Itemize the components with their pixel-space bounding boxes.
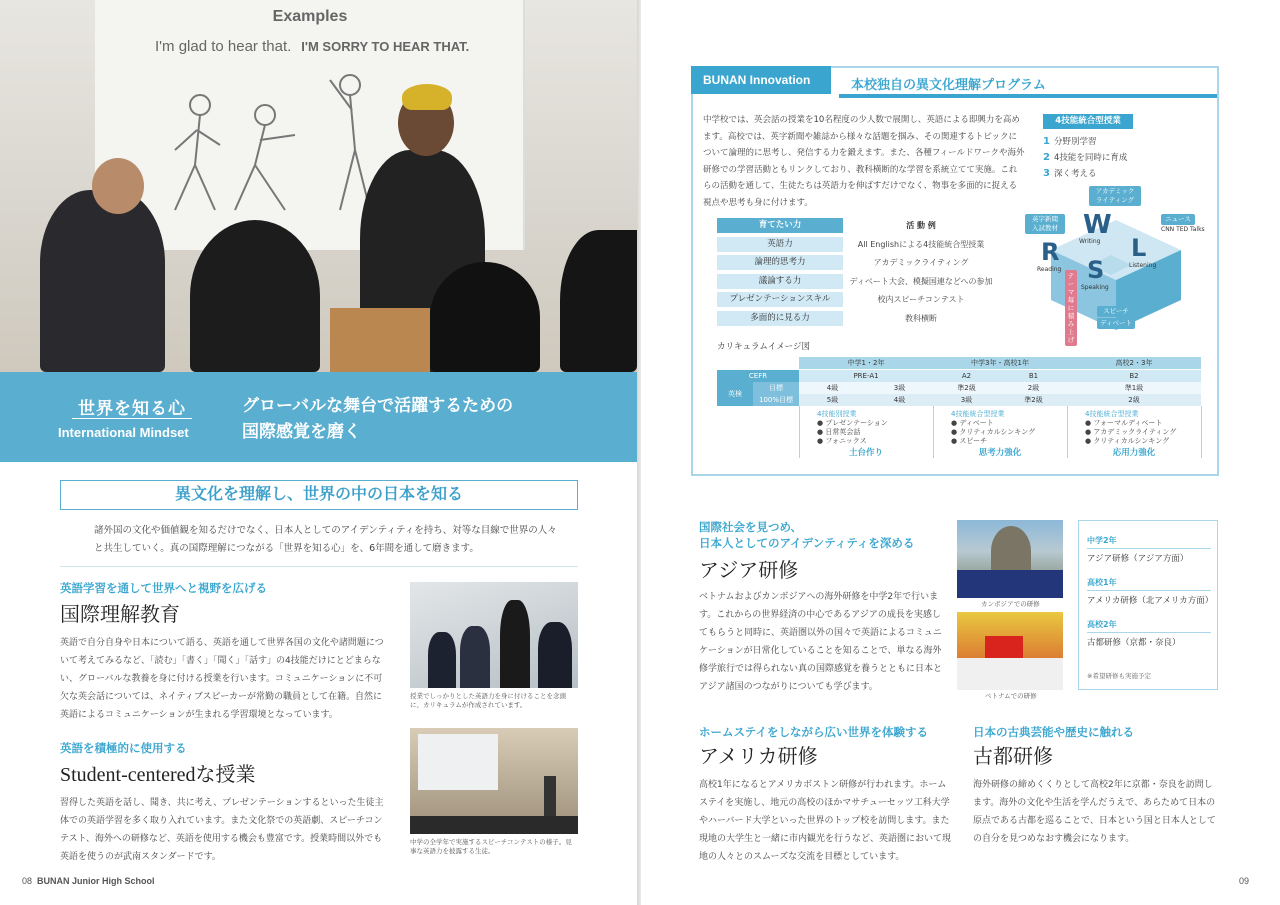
target100-cell: 2級 [1067, 394, 1201, 406]
band-en-title: International Mindset [58, 425, 189, 440]
letter-s: S [1087, 256, 1105, 284]
table-cell: 教科横断 [905, 314, 937, 323]
target-cell: 4級 [799, 382, 866, 394]
cefr-cell: B1 [1000, 370, 1067, 382]
letter-r: R [1041, 238, 1060, 266]
list-item: 3 深く考える [1043, 168, 1097, 179]
student-figure [40, 190, 165, 372]
asia-subhead: 国際社会を見つめ、 日本人としてのアイデンティティを深める [699, 522, 915, 550]
col3-list: 4技能統合型授業 ● フォーマルディベート ● アカデミックライティング ● クリティカルシンキング [1085, 410, 1177, 445]
america-body: 高校1年になるとアメリカボストン研修が行われます。ホームステイを実施し、地元の高校のほかマサチューセッツ工科大学やハーバード大学といった世界のトップ校を訪問します。また現地の大学生と一緒に市内観光を行うなど、英語圏において現地の人々とのスムーズな交流を目標としています。 [699, 780, 952, 862]
block2-heading: Student-centeredな授業 [60, 764, 256, 786]
innovation-title: 本校独自の異文化理解プログラム [851, 77, 1046, 92]
trip-name: アジア研修（アジア方面） [1087, 554, 1189, 564]
right-page [641, 0, 1280, 905]
koto-subhead: 日本の古典芸能や歴史に触れる [973, 727, 1134, 739]
table-row: 英語力 [717, 237, 843, 252]
list-item: 2 4技能を同時に育成 [1043, 152, 1128, 163]
col2-foot: 思考力強化 [978, 448, 1022, 458]
target100-cell: 5級 [799, 394, 866, 406]
target100-cell: 4級 [866, 394, 933, 406]
seated-student [190, 220, 320, 372]
block2-body: 習得した英語を話し、聞き、共に考え、プレゼンテーションするといった生徒主体での英語学習を多く取り入れています。また文化祭での英語劇、スピーチコンテスト、海外への研修など、英語を使用する機会も豊富です。授業時間以外でも英語を使うのが武南スタンダードです。 [60, 798, 384, 862]
class-photo-1 [410, 582, 578, 688]
block1-heading: 国際理解教育 [60, 604, 180, 626]
innovation-text: 中学校では、英会話の授業を10名程度の少人数で展開し、英語による即興力を高めます。高校では、英字新聞や雑誌から様々な話題を掴み、その関連するトピックについて論理的に思考し、発信する力を鍛えます。また、各種フィールドワークや海外研修での学習活動ともリンクしており、教科横断的な学習を系統立てて実施。これらの活動を通して、生徒たちは英語力を伸ばすだけでなく、物事を多面的に捉える視点や思考も身に付けます。 [703, 115, 1025, 208]
target-cell: 準2級 [933, 382, 1000, 394]
head-wrap [402, 84, 452, 110]
classroom-photo [0, 0, 637, 372]
label-speaking: Speaking [1081, 284, 1109, 291]
cefr-label: CEFR [717, 370, 799, 382]
target100-cell: 準2級 [1000, 394, 1067, 406]
asia-body: ベトナムおよびカンボジアへの海外研修を中学2年で行います。これからの世界経済の中心であるアジアの成長を実感してもらうと同時に、英語圏以外の国々で英語によるコミュニケーションが日常化していることを知ることで、単なる海外修学旅行では得られない真の国際感覚を養うとともに日本とアジア諸国のつながりについても学びます。 [699, 592, 943, 692]
koto-heading: 古都研修 [973, 746, 1053, 768]
tag-nyusu: ニュース [1161, 214, 1195, 225]
col2-list: 4技能統合型授業 ● ディベート ● クリティカルシンキング ● スピーチ [951, 410, 1036, 445]
slide-title: Examples [272, 8, 348, 25]
table-row: 多面的に見る力 [717, 311, 843, 326]
label-reading: Reading [1037, 266, 1062, 273]
band-headline: グローバルな舞台で活躍するための 国際感覚を磨く [242, 396, 514, 441]
letter-l: L [1131, 234, 1147, 262]
trip-name: 古都研修（京都・奈良） [1087, 638, 1181, 648]
label-writing: Writing [1079, 238, 1101, 245]
student-head [92, 158, 144, 214]
band-jp-title: 世界を知る心 [78, 399, 186, 418]
vietnam-photo [957, 612, 1063, 690]
class-photo-1-caption: 授業でしっかりとした英語力を身に付けることを念頭に、カリキュラムが作成されています。 [410, 692, 566, 709]
tag-news: 英字新聞 入試教材 [1025, 214, 1065, 234]
block1-body: 英語で自分自身や日本について語る、英語を通して世界各国の文化や諸問題について考えてみるなど、「読む」「書く」「聞く」「話す」の4技能だけにとどまらない、グローバルな教養を身に付ける授業を行います。コミュニケーションに不可欠な英会話については、ネイティブスピーカーが常勤の職員として在籍。自然に英語によるコミュニケーションが生まれる学習環境となっています。 [60, 638, 384, 720]
class-photo-2-caption: 中学の全学年で実施するスピーチコンテストの様子。見事な英語力を披露する生徒。 [410, 838, 572, 855]
asia-heading: アジア研修 [699, 560, 799, 582]
col3-foot: 応用力強化 [1112, 448, 1156, 458]
tag-debate: ディベート [1097, 318, 1135, 329]
innovation-tab: BUNAN Innovation [691, 66, 831, 94]
table-row: 議論する力 [717, 274, 843, 289]
cefr-cell: A2 [933, 370, 1000, 382]
table-head: 育てたい力 [717, 218, 843, 233]
tag-speech: スピーチ [1097, 306, 1135, 317]
left-page [0, 0, 637, 905]
desk [330, 308, 430, 372]
america-heading: アメリカ研修 [699, 746, 818, 768]
col1-list: 4技能別授業 ● プレゼンテーション ● 日常英会話 ● フォニックス [817, 410, 888, 445]
table-row: プレゼンテーションスキル [717, 292, 843, 307]
tag-theme: テーマ毎に積み上げ [1065, 270, 1077, 346]
table-cell: アカデミックライティング [873, 258, 969, 267]
class-photo-2 [410, 728, 578, 834]
slide-text: I'm glad to hear that. I'M SORRY TO HEAR THAT. [155, 38, 470, 55]
eiken-label: 英検 [717, 382, 753, 406]
letter-w: W [1083, 210, 1112, 240]
stage-1: 中学1・2年 [799, 357, 933, 369]
target-cell: 3級 [866, 382, 933, 394]
cambodia-photo [957, 520, 1063, 598]
block2-subhead: 英語を積極的に使用する [60, 743, 187, 755]
list-item: 1 分野別学習 [1043, 136, 1097, 147]
america-subhead: ホームステイをしながら広い世界を体験する [699, 727, 928, 739]
table-cell: All Englishによる4技能統合型授業 [857, 240, 985, 249]
trip-year: 中学2年 [1087, 536, 1117, 545]
vietnam-caption: ベトナムでの研修 [985, 692, 1037, 700]
table-head: 活 動 例 [906, 221, 936, 230]
target100-label: 100%目標 [753, 394, 799, 406]
seated-student [430, 262, 540, 372]
stage-2: 中学3年・高校1年 [933, 357, 1067, 369]
seated-student [560, 230, 637, 372]
table-row: 論理的思考力 [717, 255, 843, 270]
block1-subhead: 英語学習を通して世界へと視野を広げる [60, 583, 267, 595]
page-number: 09 [1239, 876, 1250, 886]
divider [60, 566, 578, 567]
cefr-cell: B2 [1067, 370, 1201, 382]
four-skill-list [1043, 134, 1127, 182]
stage-3: 高校2・3年 [1067, 357, 1201, 369]
trip-note: ※希望研修も実施予定 [1087, 672, 1151, 680]
trip-year: 高校2年 [1087, 620, 1117, 629]
trip-year: 高校1年 [1087, 578, 1117, 587]
school-name: BUNAN Junior High School [37, 876, 155, 886]
table-cell: 校内スピーチコンテスト [877, 295, 965, 304]
cefr-cell: PRE-A1 [799, 370, 933, 382]
col1-foot: 土台作り [848, 448, 883, 458]
section-title: 異文化を理解し、世界の中の日本を知る [60, 480, 578, 510]
innovation-rule [839, 94, 1217, 98]
trip-summary [1078, 520, 1218, 690]
page-number: 08 [22, 876, 33, 886]
target100-cell: 3級 [933, 394, 1000, 406]
table-cell: ディベート大会、模擬国連などへの参加 [849, 277, 993, 286]
page-footer [22, 876, 155, 886]
trip-name: アメリカ研修（北アメリカ方面） [1087, 596, 1214, 606]
target-cell: 2級 [1000, 382, 1067, 394]
koto-body: 海外研修の締めくくりとして高校2年に京都・奈良を訪問します。海外の文化や生活を学んだうえで、あらためて日本の原点である古都を巡ることで、日本という国と日本人としての自分を見つめなおす機会になります。 [973, 780, 1216, 844]
target-label: 目標 [753, 382, 799, 394]
label-listening: Listening [1129, 262, 1157, 269]
target-cell: 準1級 [1067, 382, 1201, 394]
cambodia-caption: カンボジアでの研修 [981, 600, 1040, 608]
curriculum-title: カリキュラムイメージ図 [717, 342, 810, 352]
band-divider [72, 418, 192, 419]
tag-cnn: CNN TED Talks [1161, 226, 1205, 233]
tag-academic: アカデミック ライティング [1089, 186, 1141, 206]
intro-text: 諸外国の文化や価値観を知るだけでなく、日本人としてのアイデンティティを持ち、対等な目線で世界の人々と共生していく。真の国際理解につながる「世界を知る心」を、6年間を通して磨きます。 [94, 525, 557, 554]
four-skill-box: 4技能統合型授業 [1043, 114, 1133, 129]
